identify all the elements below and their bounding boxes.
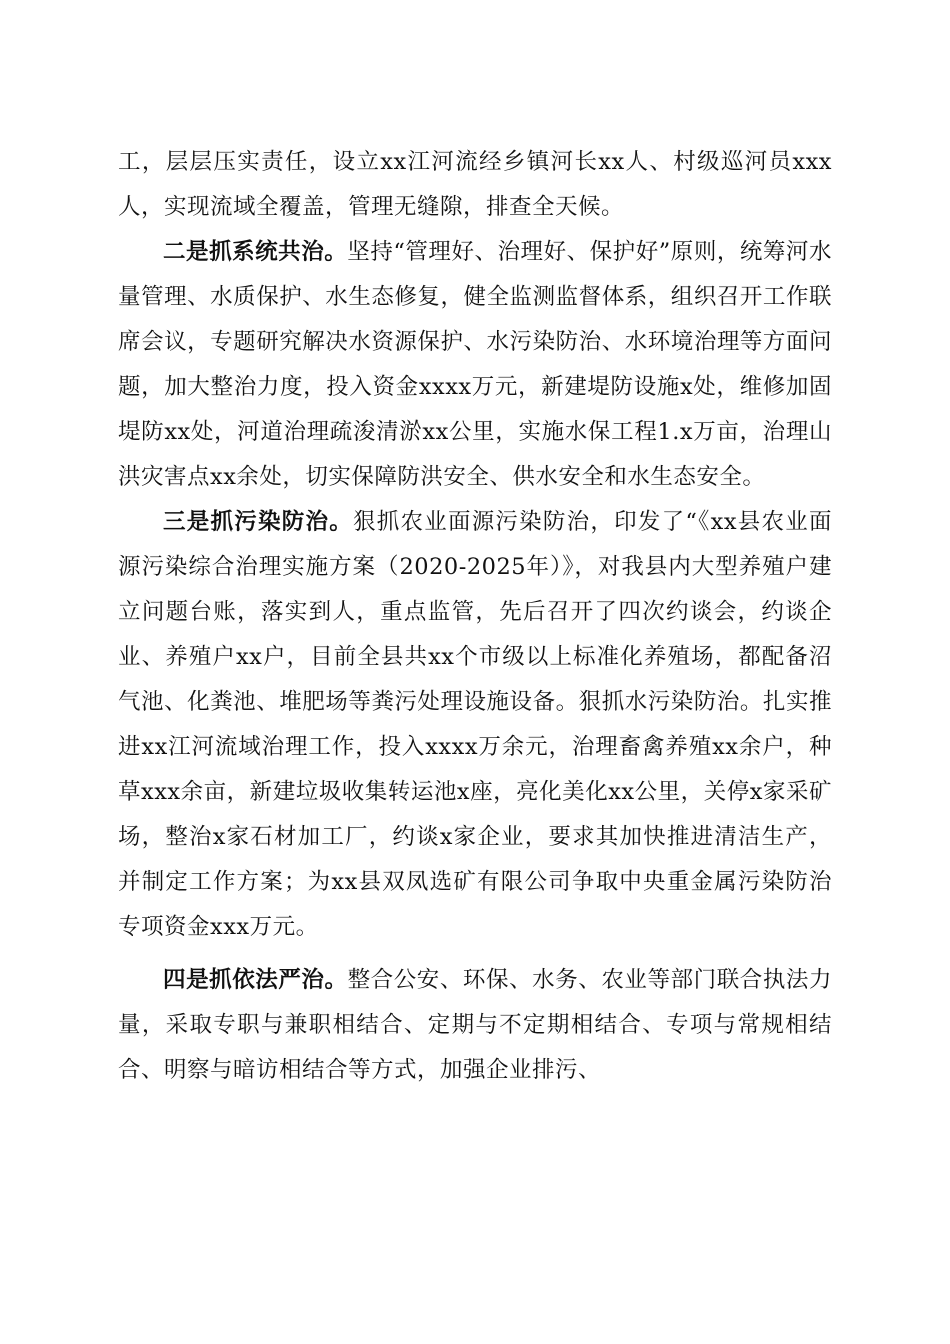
- paragraph-pollution-control: [118, 500, 832, 950]
- paragraph-text: 工，层层压实责任，设立xx江河流经乡镇河长xx人、村级巡河员xxx人，实现流域全覆盖，管理无缝隙，排查全天候。: [118, 149, 832, 220]
- paragraph-text: 狠抓农业面源污染防治，印发了“《xx县农业面源污染综合治理实施方案（2020-2025年）》，对我县内大型养殖户建立问题台账，落实到人，重点监管，先后召开了四次约谈会，约谈企业、养殖户xx户，目前全县共xx个市级以上标准化养殖场，都配备沼气池、化粪池、堆肥场等粪污处理设施设备。狠抓水污染防治。扎实推进xx江河流域治理工作，投入xxxx万余元，治理畜禽养殖xx余户，种草xxx余亩，新建垃圾收集转运池x座，亮化美化xx公里，关停x家采矿场，整治x家石材加工厂，约谈x家企业，要求其加快推进清洁生产，并制定工作方案；为xx县双凤选矿有限公司争取中央重金属污染防治专项资金xxx万元。: [118, 509, 832, 940]
- paragraph-lead: 四是抓依法严治。: [163, 967, 348, 993]
- paragraph-lead: 二是抓系统共治。: [163, 239, 348, 265]
- document-body: [118, 140, 832, 1093]
- paragraph-text: 坚持“管理好、治理好、保护好”原则，统筹河水量管理、水质保护、水生态修复，健全监测监督体系，组织召开工作联席会议，专题研究解决水资源保护、水污染防治、水环境治理等方面问题，加大整治力度，投入资金xxxx万元，新建堤防设施x处，维修加固堤防xx处，河道治理疏浚清淤xx公里，实施水保工程1.x万亩，治理山洪灾害点xx余处，切实保障防洪安全、供水安全和水生态安全。: [118, 239, 832, 490]
- paragraph-continuation: [118, 140, 832, 230]
- paragraph-law-enforcement: [118, 958, 832, 1093]
- paragraph-lead: 三是抓污染防治。: [163, 509, 353, 535]
- paragraph-text: 整合公安、环保、水务、农业等部门联合执法力量，采取专职与兼职相结合、定期与不定期相结合、专项与常规相结合、明察与暗访相结合等方式，加强企业排污、: [118, 967, 832, 1083]
- paragraph-system-governance: [118, 230, 832, 500]
